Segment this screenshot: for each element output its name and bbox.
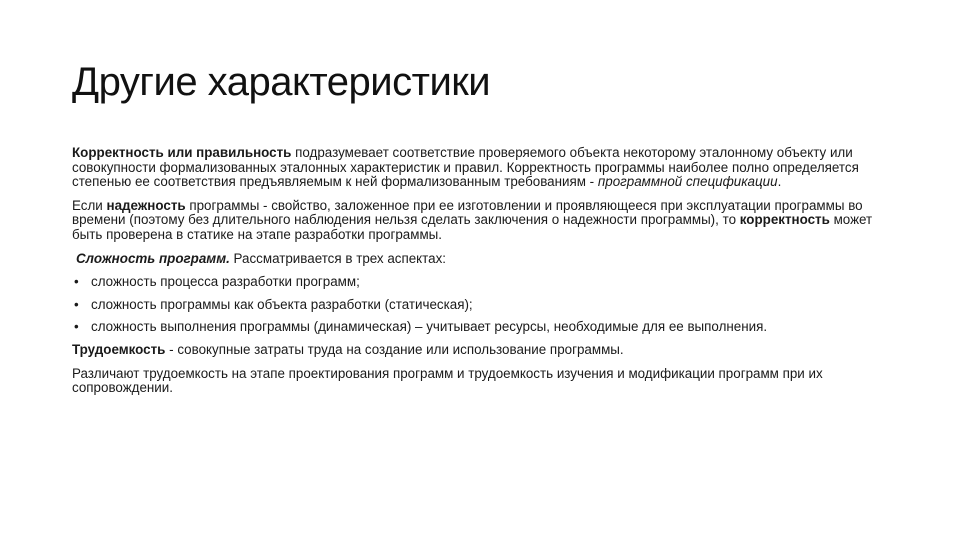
term-program-specification: программной спецификации [597,174,778,190]
term-correctness: Корректность или правильность [72,145,292,160]
slide-body [72,146,892,402]
bullet-text: сложность процесса разработки программ; [91,274,360,290]
paragraph-text: . [777,174,782,190]
paragraph-text: программы - свойство, заложенное при ее изготовлении и проявляющееся при эксплуатации программы во времени (поэтому без длительного наблюдения нельзя сделать заключения о надежности программы), то [72,197,863,228]
bullet-text: сложность программы как объекта разработки (статическая); [91,296,473,312]
term-complexity: Сложность программ. [76,250,230,266]
paragraph-text: Рассматривается в трех аспектах: [229,250,447,266]
paragraph-laboriousness-types [72,367,892,396]
paragraph-text: Различают трудоемкость на этапе проектирования программ и трудоемкость изучения и модификации программ при их сопровождении. [72,365,823,396]
paragraph-text: - совокупные затраты труда на создание или использование программы. [165,341,624,357]
bullet-icon: • [74,296,79,312]
bullet-item-3 [72,320,892,335]
bullet-item-1 [72,275,892,290]
paragraph-text: подразумевает соответствие проверяемого объекта некоторому эталонному объекту или совокупности формализованных эталонных характеристик и правил. Корректность программы наиболее полно определяется степенью ее соответствия предъявляемым к ней формализованным требованиям - [72,145,859,190]
paragraph-laboriousness [72,343,892,358]
slide-title: Другие характеристики [72,60,491,104]
term-laboriousness: Трудоемкость [72,341,166,357]
bullet-text: сложность выполнения программы (динамическая) – учитывает ресурсы, необходимые для ее выполнения. [91,319,768,335]
bullet-icon: • [74,319,79,335]
term-reliability: надежность [106,197,186,213]
bullet-item-2 [72,298,892,313]
paragraph-correctness [72,146,892,190]
paragraph-text: может быть проверена в статике на этапе разработки программы. [72,212,873,242]
paragraph-text: Если [72,197,107,213]
paragraph-reliability [72,199,892,243]
paragraph-complexity [72,252,892,267]
term-correctness-2: корректность [739,212,830,228]
bullet-icon: • [74,274,79,290]
